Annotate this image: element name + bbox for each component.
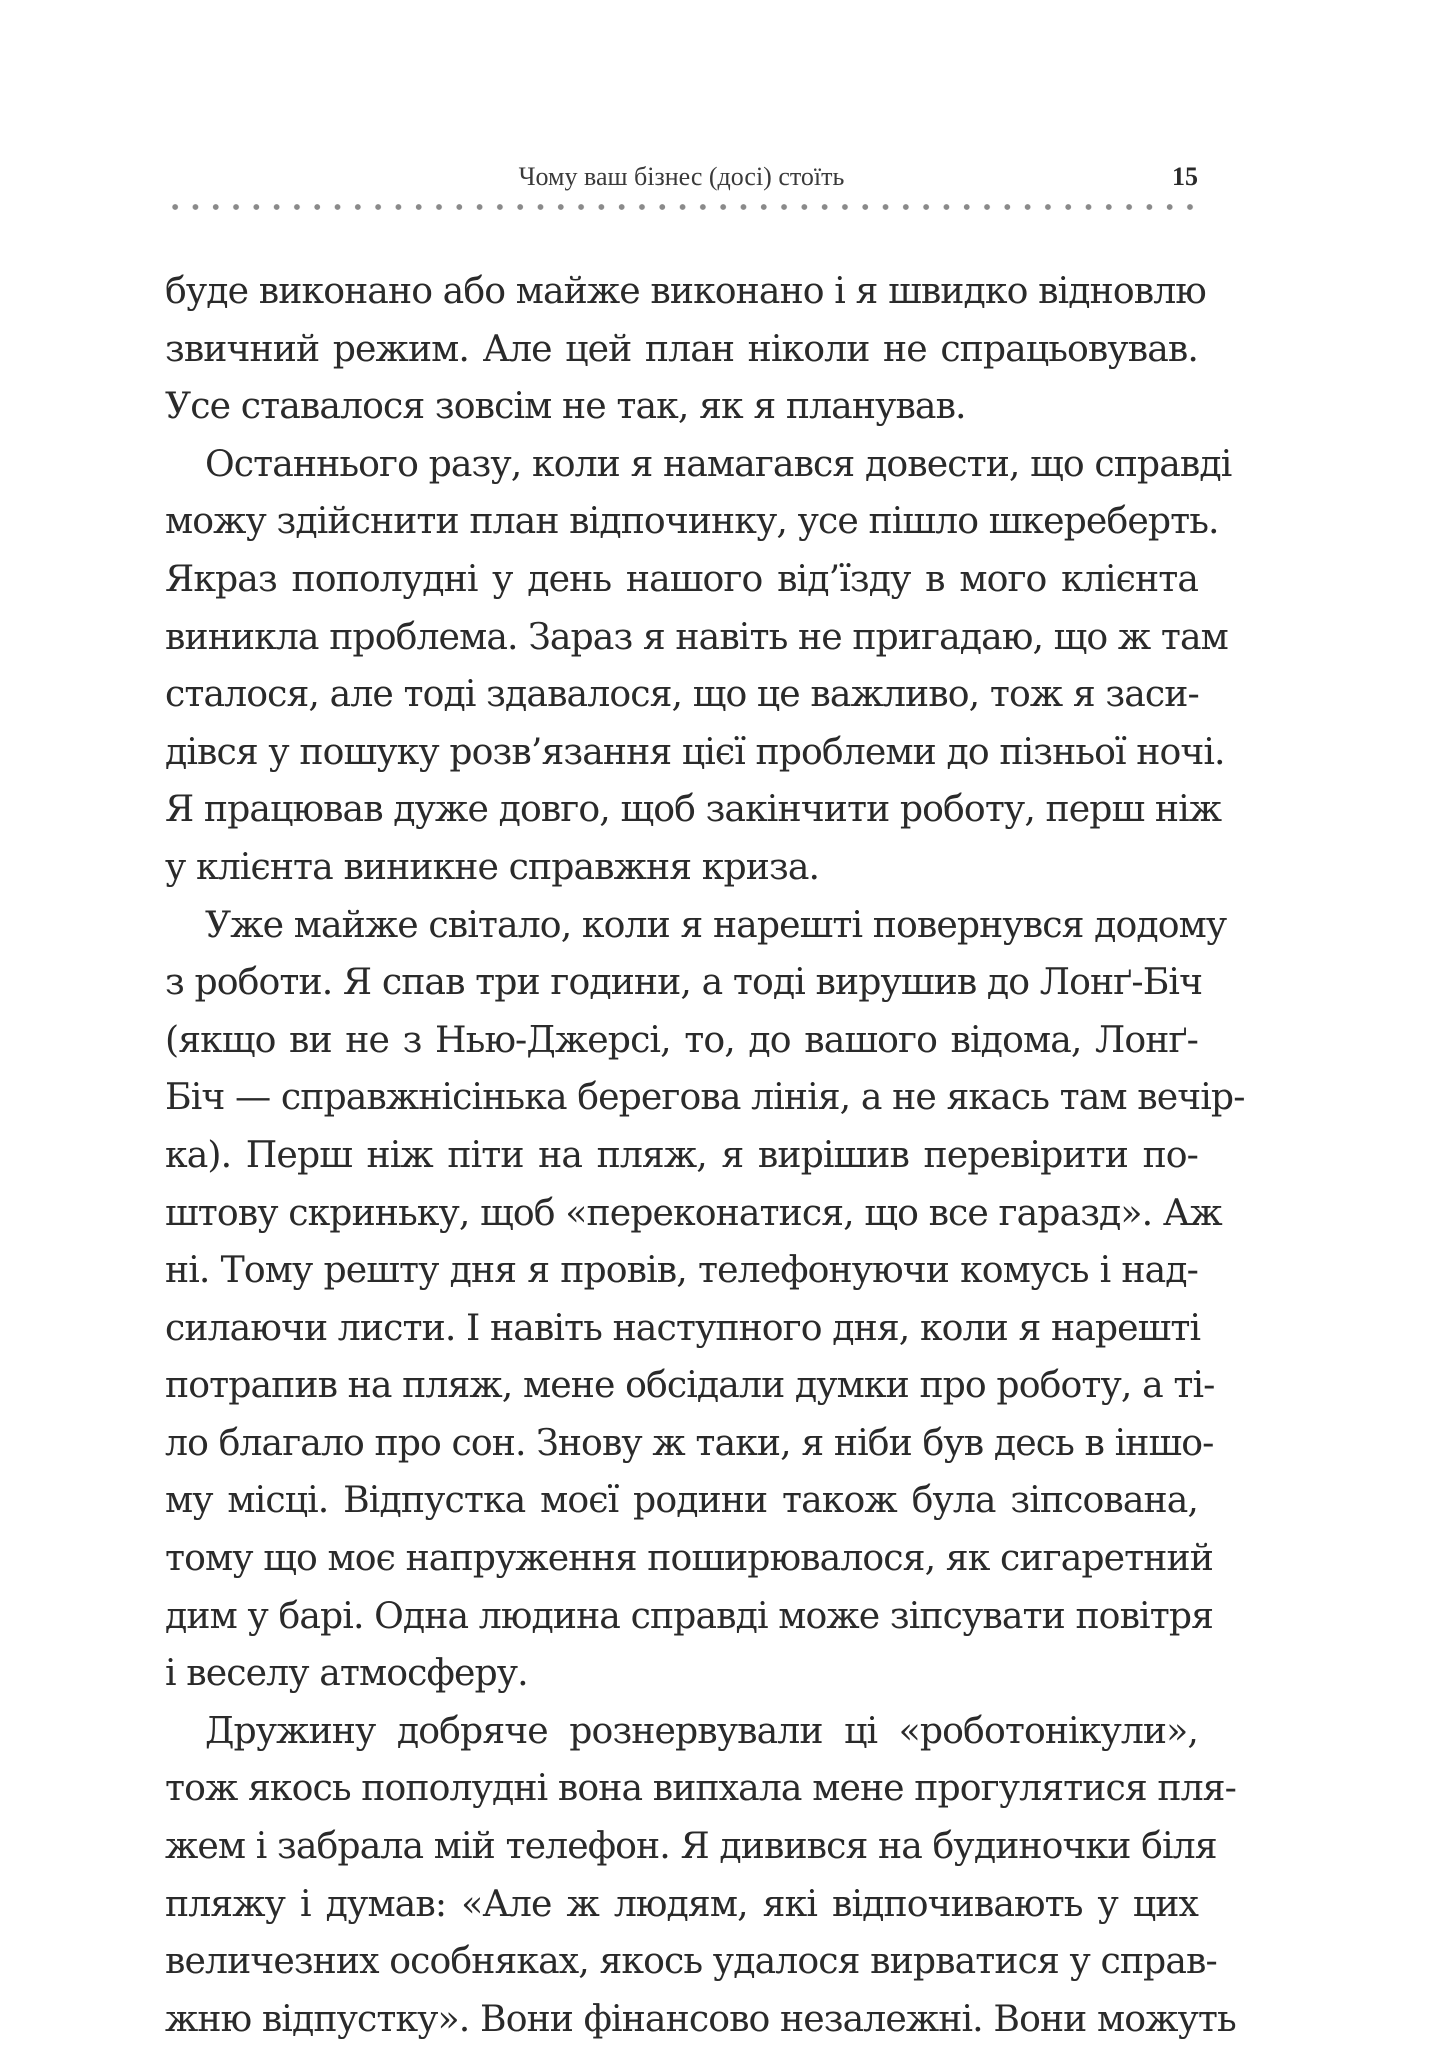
- text-line: Уже майже світало, коли я нарешті повернувся додому: [205, 902, 1227, 946]
- text-line: ні. Тому решту дня я провів, телефонуючи комусь і над-: [165, 1248, 1198, 1292]
- running-title: Чому ваш бізнес (досі) стоїть: [518, 162, 845, 191]
- text-line: у клієнта виникне справжня криза.: [165, 844, 820, 888]
- text-line: Дружину добряче рознервували ці «роботонікули»,: [205, 1708, 1198, 1752]
- text-line: жню відпустку». Вони фінансово незалежні. Вони можуть: [165, 1996, 1236, 2040]
- body-text: [165, 262, 1245, 2047]
- text-line: буде виконано або майже виконано і я швидко відновлю: [165, 269, 1206, 312]
- text-line: Якраз пополудні у день нашого від’їзду в мого клієнта: [165, 556, 1198, 600]
- text-line: (якщо ви не з Нью-Джерсі, то, до вашого відома, Лонґ-: [165, 1017, 1198, 1061]
- text-line: Усе ставалося зовсім не так, як я планував.: [165, 384, 966, 428]
- text-line: величезних особняках, якось удалося вирватися у справ-: [165, 1939, 1217, 1983]
- text-line: ка). Перш ніж піти на пляж, я вирішив перевірити по-: [165, 1132, 1198, 1176]
- text-line: звичний режим. Але цей план ніколи не спрацьовував.: [165, 326, 1198, 370]
- text-line: пляжу і думав: «Але ж людям, які відпочивають у цих: [165, 1881, 1198, 1925]
- text-line: сталося, але тоді здавалося, що це важливо, тож я заси-: [165, 672, 1199, 716]
- text-line: Я працював дуже довго, щоб закінчити роботу, перш ніж: [165, 787, 1222, 831]
- text-line: штову скриньку, щоб «переконатися, що все гаразд». Аж: [165, 1190, 1222, 1234]
- text-line: з роботи. Я спав три години, а тоді вирушив до Лонґ-Біч: [165, 960, 1203, 1004]
- text-line: силаючи листи. І навіть наступного дня, коли я нарешті: [165, 1305, 1201, 1349]
- text-line: і веселу атмосферу.: [165, 1651, 528, 1695]
- text-line: виникла проблема. Зараз я навіть не пригадаю, що ж там: [165, 614, 1228, 658]
- text-line: тож якось пополудні вона випхала мене прогулятися пля-: [165, 1766, 1236, 1810]
- text-line: тому що моє напруження поширювалося, як сигаретний: [165, 1536, 1213, 1580]
- text-line: потрапив на пляж, мене обсідали думки про роботу, а ті-: [165, 1363, 1215, 1407]
- text-line: можу здійснити план відпочинку, усе пішло шкереберть.: [165, 499, 1219, 543]
- page-number: 15: [1172, 162, 1198, 191]
- text-line: жем і забрала мій телефон. Я дивився на будиночки біля: [165, 1824, 1217, 1868]
- dotted-divider: [165, 203, 1198, 211]
- text-line: дівся у пошуку розв’язання цієї проблеми до пізньої ночі.: [165, 729, 1225, 773]
- text-line: Біч — справжнісінька берегова лінія, а не якась там вечір-: [165, 1075, 1245, 1119]
- text-line: дим у барі. Одна людина справді може зіпсувати повітря: [165, 1593, 1214, 1637]
- text-line: ло благало про сон. Знову ж таки, я ніби був десь в іншо-: [165, 1420, 1214, 1464]
- text-line: му місці. Відпустка моєї родини також була зіпсована,: [165, 1478, 1198, 1522]
- text-line: Останнього разу, коли я намагався довести, що справді: [205, 441, 1232, 485]
- running-head: [165, 158, 1198, 198]
